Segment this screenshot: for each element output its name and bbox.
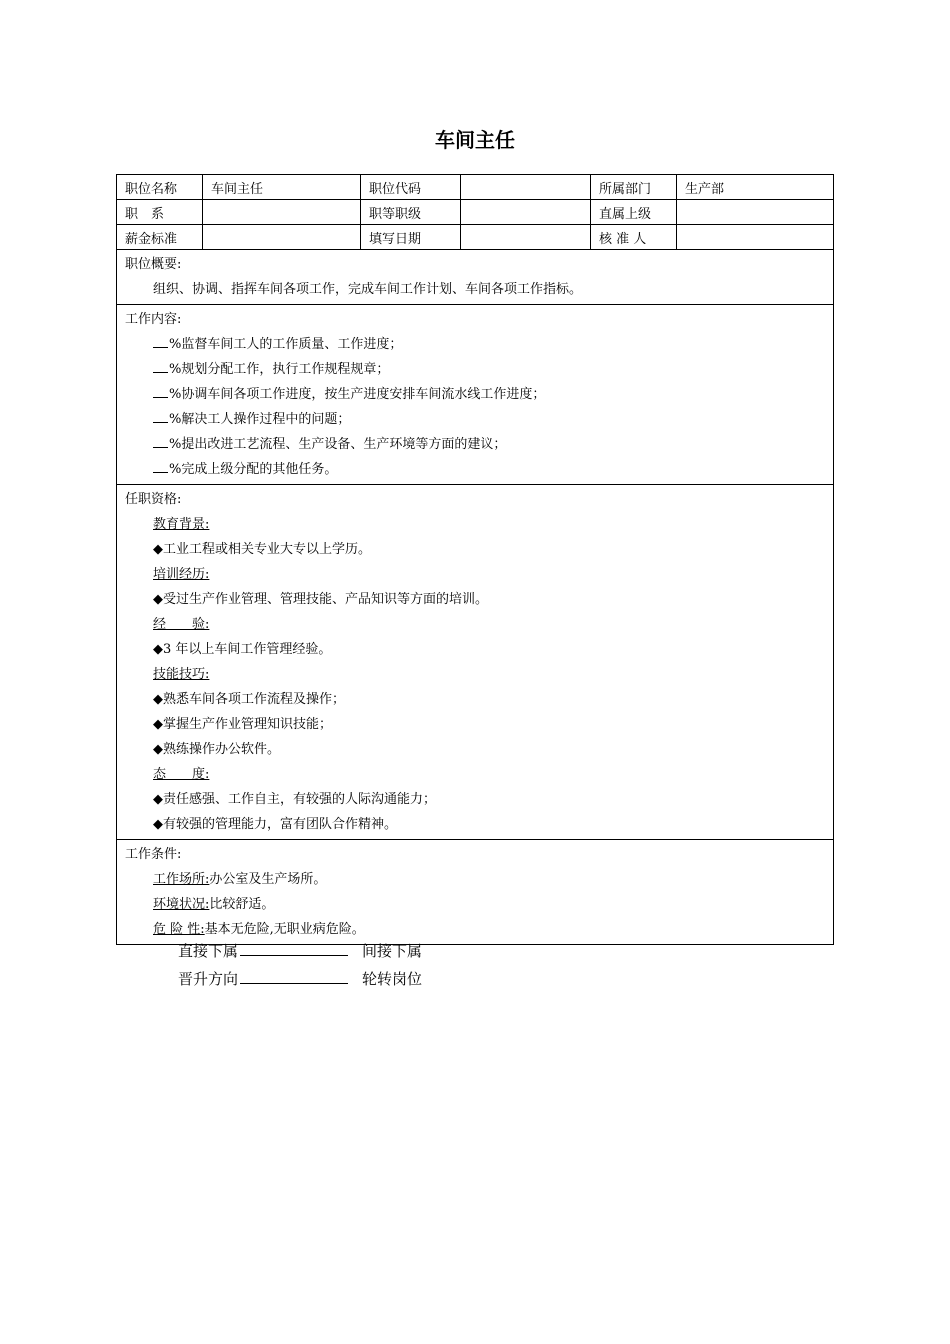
summary-section xyxy=(117,250,834,305)
qualification-item: ◆熟悉车间各项工作流程及操作； xyxy=(153,692,345,707)
duties-section xyxy=(117,305,834,485)
value-cell: 生产部 xyxy=(677,175,834,200)
value-cell xyxy=(461,200,591,225)
label-cell: 核 准 人 xyxy=(591,225,677,250)
duty-item xyxy=(125,432,825,457)
label-cell: 直属上级 xyxy=(591,200,677,225)
condition-item xyxy=(125,917,825,942)
qualification-item: ◆熟练操作办公软件。 xyxy=(153,742,280,757)
indirect-subordinate-label: 间接下属 xyxy=(362,942,423,960)
percent-blank xyxy=(153,434,168,448)
header-row xyxy=(117,225,834,250)
rotation-label: 轮转岗位 xyxy=(362,970,423,988)
footer-subordinates xyxy=(178,940,422,961)
label-cell: 职 系 xyxy=(117,200,203,225)
direct-subordinate-blank xyxy=(240,941,348,956)
conditions-section xyxy=(117,840,834,945)
label-cell: 薪金标准 xyxy=(117,225,203,250)
qualification-item: ◆掌握生产作业管理知识技能； xyxy=(153,717,332,732)
duty-text: %规划分配工作，执行工作规程规章； xyxy=(169,362,390,377)
qualifications-section xyxy=(117,485,834,840)
label-cell: 所属部门 xyxy=(591,175,677,200)
condition-item xyxy=(125,867,825,892)
education-label: 教育背景: xyxy=(153,517,210,532)
condition-item xyxy=(125,892,825,917)
duty-text: %监督车间工人的工作质量、工作进度； xyxy=(169,337,403,352)
page-title: 车间主任 xyxy=(435,128,515,152)
qualification-item: ◆责任感强、工作自主，有较强的人际沟通能力； xyxy=(153,792,436,807)
percent-blank xyxy=(153,409,168,423)
condition-value: 基本无危险,无职业病危险。 xyxy=(204,922,365,937)
qualification-item: ◆3 年以上车间工作管理经验。 xyxy=(153,642,332,657)
value-cell xyxy=(203,225,361,250)
condition-label: 工作场所: xyxy=(153,872,210,887)
value-cell xyxy=(461,225,591,250)
section-heading: 职位概要: xyxy=(125,257,182,272)
section-heading: 工作内容: xyxy=(125,312,182,327)
duty-text: %完成上级分配的其他任务。 xyxy=(169,462,338,477)
label-cell: 职位代码 xyxy=(361,175,461,200)
header-row xyxy=(117,175,834,200)
label-cell: 职等职级 xyxy=(361,200,461,225)
training-label: 培训经历: xyxy=(153,567,210,582)
direct-subordinate-label: 直接下属 xyxy=(178,942,239,960)
attitude-label: 态 度: xyxy=(153,767,210,782)
label-cell: 填写日期 xyxy=(361,225,461,250)
duty-item xyxy=(125,382,825,407)
summary-text: 组织、协调、指挥车间各项工作，完成车间工作计划、车间各项工作指标。 xyxy=(153,282,583,297)
condition-label: 危 险 性: xyxy=(153,922,205,937)
value-cell xyxy=(677,200,834,225)
qualification-item: ◆受过生产作业管理、管理技能、产品知识等方面的培训。 xyxy=(153,592,488,607)
qualification-item: ◆工业工程或相关专业大专以上学历。 xyxy=(153,542,371,557)
footer-career xyxy=(178,968,422,989)
promotion-label: 晋升方向 xyxy=(178,970,239,988)
value-cell: 车间主任 xyxy=(203,175,361,200)
section-heading: 任职资格: xyxy=(125,492,182,507)
percent-blank xyxy=(153,334,168,348)
condition-value: 比较舒适。 xyxy=(209,897,275,912)
condition-label: 环境状况: xyxy=(153,897,210,912)
value-cell xyxy=(203,200,361,225)
duty-text: %协调车间各项工作进度，按生产进度安排车间流水线工作进度； xyxy=(169,387,546,402)
section-heading: 工作条件: xyxy=(125,847,182,862)
duty-item xyxy=(125,407,825,432)
duty-text: %解决工人操作过程中的问题； xyxy=(169,412,351,427)
percent-blank xyxy=(153,384,168,398)
experience-label: 经 验: xyxy=(153,617,210,632)
promotion-blank xyxy=(240,969,348,984)
value-cell xyxy=(677,225,834,250)
label-cell: 职位名称 xyxy=(117,175,203,200)
percent-blank xyxy=(153,359,168,373)
duty-item xyxy=(125,457,825,482)
condition-value: 办公室及生产场所。 xyxy=(209,872,327,887)
qualification-item: ◆有较强的管理能力，富有团队合作精神。 xyxy=(153,817,397,832)
job-description-table xyxy=(116,174,834,945)
header-row xyxy=(117,200,834,225)
skills-label: 技能技巧: xyxy=(153,667,210,682)
duty-item xyxy=(125,357,825,382)
percent-blank xyxy=(153,459,168,473)
duty-text: %提出改进工艺流程、生产设备、生产环境等方面的建议； xyxy=(169,437,507,452)
duty-item xyxy=(125,332,825,357)
value-cell xyxy=(461,175,591,200)
